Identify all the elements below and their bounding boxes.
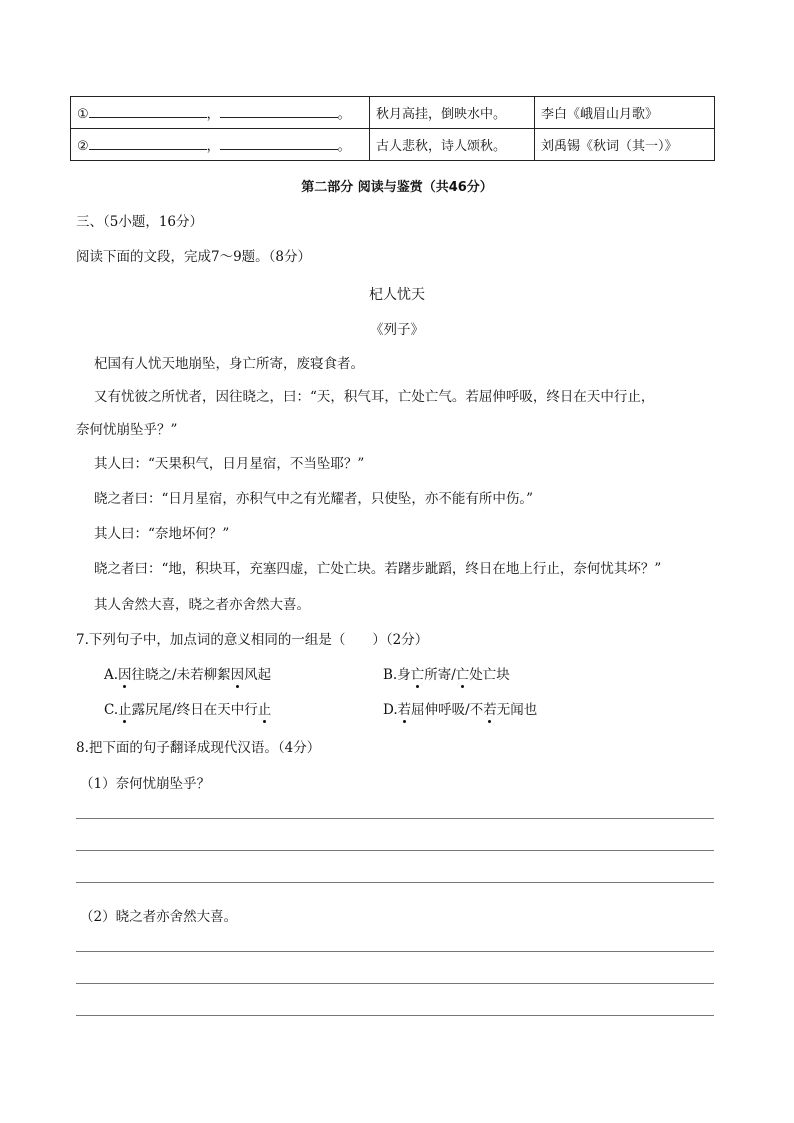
poem-fill-table	[70, 96, 715, 161]
question-8-sub2: （2）晓之者亦舍然大喜。	[80, 909, 238, 925]
passage-paragraph: 其人曰：“奈地坏何？”	[94, 526, 230, 542]
passage-paragraph: 杞国有人忧天地崩坠，身亡所寄，废寝食者。	[94, 356, 364, 372]
answer-cell[interactable]	[71, 129, 370, 161]
clue-cell: 秋月高挂，倒映水中。	[370, 97, 535, 129]
option-d[interactable]	[383, 698, 537, 718]
dotted-word: 止	[257, 702, 272, 718]
dotted-word: 亡	[410, 667, 425, 683]
separator: ，	[206, 139, 220, 154]
source-cell: 李白《峨眉山月歌》	[535, 97, 715, 129]
option-text: 处亡块	[469, 667, 510, 683]
option-label: B.身	[383, 667, 411, 683]
table-row	[71, 97, 715, 129]
separator: 。	[337, 139, 351, 154]
option-text: 屈伸呼吸/不	[411, 702, 484, 718]
part-title: 第二部分 阅读与鉴赏（共46分）	[301, 180, 493, 195]
question-8-stem: 8.把下面的句子翻译成现代汉语。（4分）	[76, 740, 321, 756]
passage-paragraph: 晓之者曰：“日月星宿，亦积气中之有光耀者，只使坠，亦不能有所中伤。”	[94, 491, 534, 507]
answer-blank[interactable]	[220, 135, 338, 150]
answer-blank[interactable]	[89, 135, 207, 150]
answer-line[interactable]	[76, 850, 714, 851]
clue-cell: 古人悲秋，诗人颂秋。	[370, 129, 535, 161]
passage-paragraph: 其人舍然大喜，晓之者亦舍然大喜。	[94, 597, 310, 613]
answer-cell[interactable]	[71, 97, 370, 129]
option-text: 无闻也	[496, 702, 538, 718]
dotted-word: 因	[118, 667, 132, 683]
answer-line[interactable]	[76, 951, 714, 952]
dotted-word: 若	[483, 702, 497, 718]
option-label: D.	[383, 702, 398, 718]
dotted-word: 止	[118, 702, 132, 718]
dotted-word: 亡	[455, 667, 470, 683]
option-text: 风起	[244, 667, 272, 683]
option-a[interactable]	[104, 663, 271, 683]
row-number: ①	[77, 107, 89, 122]
option-text: 露尻尾/终日在天中行	[131, 702, 258, 718]
separator: 。	[337, 107, 351, 122]
answer-blank[interactable]	[89, 103, 207, 118]
option-text: 往晓之/未若柳絮	[131, 667, 231, 683]
option-b[interactable]	[383, 663, 510, 683]
passage-paragraph: 其人曰：“天果积气，日月星宿，不当坠耶？”	[94, 456, 365, 472]
option-c[interactable]	[104, 698, 271, 718]
question-7-stem: 7.下列句子中，加点词的意义相同的一组是（ ）（2分）	[76, 632, 429, 648]
passage-author: 《列子》	[370, 322, 424, 338]
answer-line[interactable]	[76, 882, 714, 883]
answer-line[interactable]	[76, 983, 714, 984]
dotted-word: 若	[397, 702, 412, 718]
answer-line[interactable]	[76, 818, 714, 819]
option-label: A.	[104, 667, 119, 683]
passage-paragraph: 晓之者曰：“地，积块耳，充塞四虚，亡处亡块。若躇步跐蹈，终日在地上行止，奈何忧其坏？”	[94, 561, 662, 577]
source-cell: 刘禹锡《秋词（其一）》	[535, 129, 715, 161]
question-8-sub1: （1）奈何忧崩坠乎？	[80, 776, 211, 792]
passage-paragraph: 又有忧彼之所忧者，因往晓之，曰：“天，积气耳，亡处亡气。若屈伸呼吸，终日在天中行止，	[94, 389, 655, 405]
reading-instruction: 阅读下面的文段，完成7～9题。（8分）	[76, 249, 312, 265]
passage-paragraph: 奈何忧崩坠乎？”	[76, 422, 178, 438]
option-text: 所寄/	[424, 667, 456, 683]
answer-line[interactable]	[76, 1015, 714, 1016]
answer-blank[interactable]	[220, 103, 338, 118]
section-heading: 三、（5小题，16分）	[76, 214, 204, 230]
option-label: C.	[104, 702, 119, 718]
passage-title: 杞人忧天	[369, 287, 425, 303]
table-row	[71, 129, 715, 161]
separator: ，	[206, 107, 220, 122]
row-number: ②	[77, 139, 89, 154]
dotted-word: 因	[230, 667, 245, 683]
